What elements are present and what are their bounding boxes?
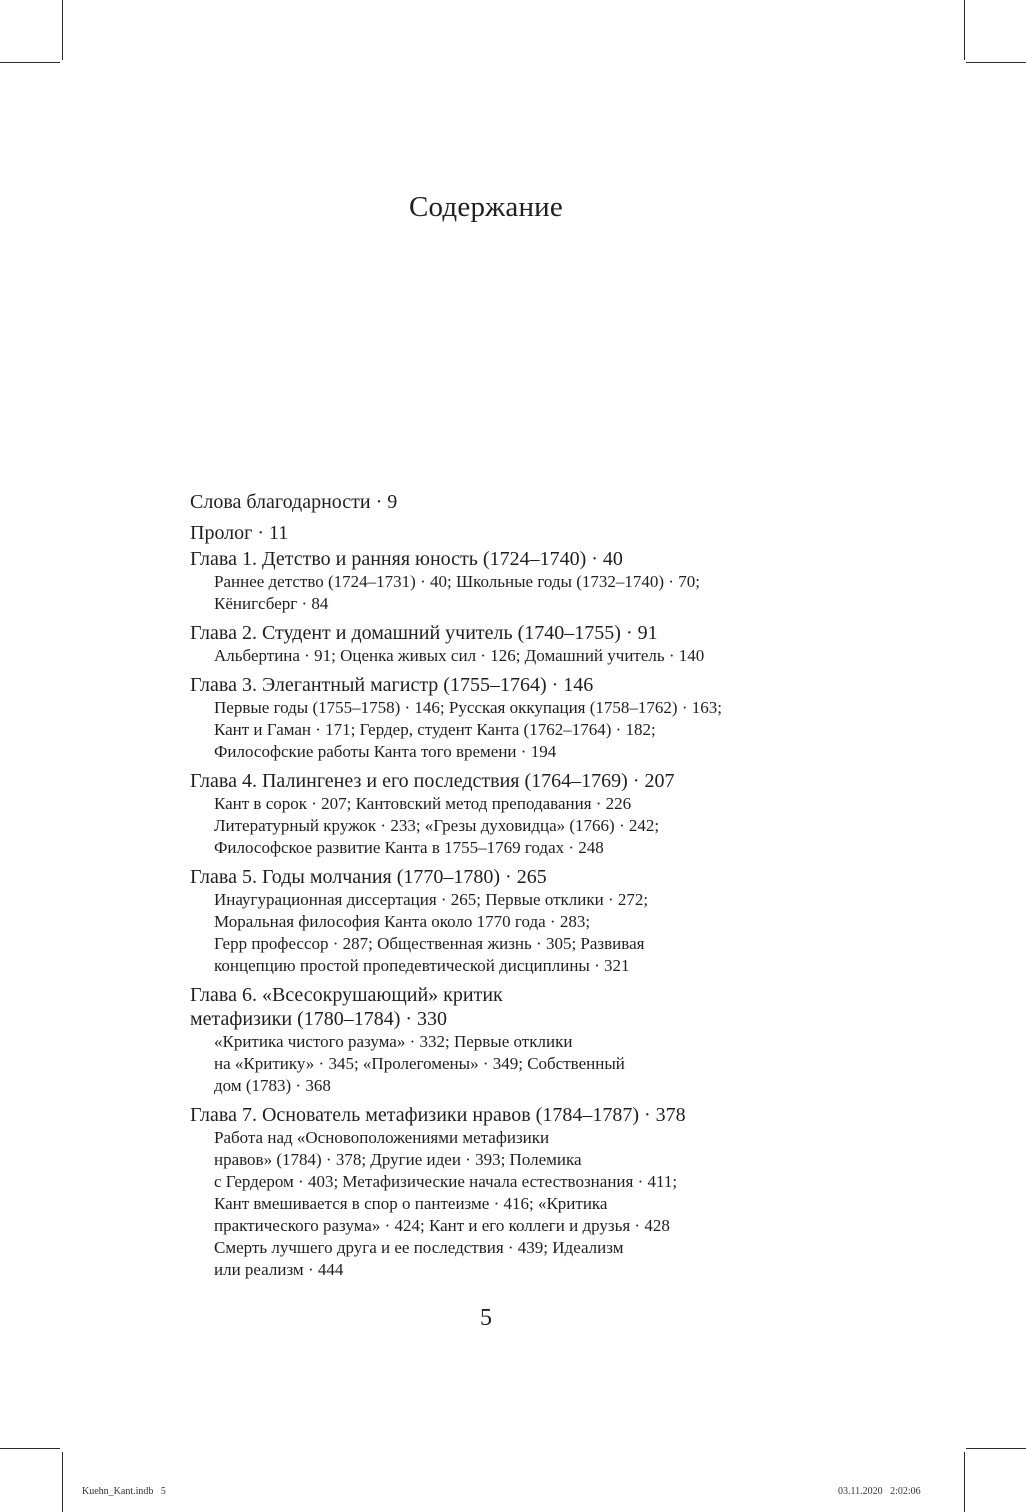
chapter-heading[interactable]: Глава 6. «Всесокрушающий» критик xyxy=(190,984,503,1006)
chapter-section-line[interactable]: Кёнигсберг · 84 xyxy=(214,594,329,613)
chapter-section-line[interactable]: Работа над «Основоположениями метафизики xyxy=(214,1128,550,1147)
chapter-section-line[interactable]: Альбертина · 91; Оценка живых сил · 126; Домашний учитель · 140 xyxy=(214,646,705,665)
chapter-section-line[interactable]: с Гердером · 403; Метафизические начала естествознания · 411; xyxy=(214,1172,678,1191)
crop-mark-right-bottom xyxy=(966,1448,1026,1449)
toc-chapter-5 xyxy=(190,865,830,977)
crop-mark-bottom-left xyxy=(62,1452,63,1512)
chapter-section-line[interactable]: нравов» (1784) · 378; Другие идеи · 393; Полемика xyxy=(214,1150,582,1169)
toc-front-item[interactable]: Слова благодарности · 9 xyxy=(190,491,398,513)
toc-front-item[interactable]: Пролог · 11 xyxy=(190,522,289,544)
page-title: Содержание xyxy=(409,191,563,224)
chapter-section-line[interactable]: Кант в сорок · 207; Кантовский метод преподавания · 226 xyxy=(214,794,632,813)
chapter-heading[interactable]: Глава 7. Основатель метафизики нравов (1784–1787) · 378 xyxy=(190,1104,686,1126)
toc-chapter-6 xyxy=(190,983,830,1097)
toc-chapter-3 xyxy=(190,673,830,763)
crop-mark-top-left xyxy=(62,0,63,60)
chapter-heading[interactable]: Глава 5. Годы молчания (1770–1780) · 265 xyxy=(190,866,547,888)
chapter-section-line[interactable]: Моральная философия Канта около 1770 года · 283; xyxy=(214,912,591,931)
chapter-heading[interactable]: Глава 2. Студент и домашний учитель (1740–1755) · 91 xyxy=(190,622,658,644)
footer-timestamp-slug: 03.11.2020 2:02:06 xyxy=(838,1486,921,1497)
chapter-section-line[interactable]: дом (1783) · 368 xyxy=(214,1076,331,1095)
crop-mark-bottom-right xyxy=(964,1452,965,1512)
chapter-section-line[interactable]: «Критика чистого разума» · 332; Первые отклики xyxy=(214,1032,573,1051)
crop-mark-right-top xyxy=(966,62,1026,63)
chapter-section-line[interactable]: Инаугурационная диссертация · 265; Первые отклики · 272; xyxy=(214,890,649,909)
chapter-section-line[interactable]: Герр профессор · 287; Общественная жизнь · 305; Развивая xyxy=(214,934,645,953)
chapter-section-line[interactable]: Литературный кружок · 233; «Грезы духовидца» (1766) · 242; xyxy=(214,816,660,835)
chapter-section-line[interactable]: Кант и Гаман · 171; Гердер, студент Канта (1762–1764) · 182; xyxy=(214,720,656,739)
crop-mark-top-right xyxy=(964,0,965,60)
chapter-section-line[interactable]: Философское развитие Канта в 1755–1769 годах · 248 xyxy=(214,838,604,857)
chapter-heading[interactable]: Глава 4. Палингенез и его последствия (1764–1769) · 207 xyxy=(190,770,675,792)
chapter-section-line[interactable]: Первые годы (1755–1758) · 146; Русская оккупация (1758–1762) · 163; xyxy=(214,698,722,717)
chapter-section-line[interactable]: на «Критику» · 345; «Пролегомены» · 349; Собственный xyxy=(214,1054,625,1073)
toc-chapter-7 xyxy=(190,1103,830,1281)
chapter-section-line[interactable]: или реализм · 444 xyxy=(214,1260,344,1279)
chapter-section-line[interactable]: Кант вмешивается в спор о пантеизме · 416; «Критика xyxy=(214,1194,608,1213)
toc-chapter-list xyxy=(190,547,830,1281)
crop-mark-left-top xyxy=(0,62,60,63)
toc-chapter-2 xyxy=(190,621,830,667)
table-of-contents xyxy=(190,488,830,1281)
toc-chapter-1 xyxy=(190,547,830,615)
crop-mark-left-bottom xyxy=(0,1448,60,1449)
chapter-heading[interactable]: метафизики (1780–1784) · 330 xyxy=(190,1008,448,1030)
chapter-heading[interactable]: Глава 1. Детство и ранняя юность (1724–1740) · 40 xyxy=(190,548,623,570)
toc-chapter-4 xyxy=(190,769,830,859)
chapter-section-line[interactable]: практического разума» · 424; Кант и его коллеги и друзья · 428 xyxy=(214,1216,670,1235)
footer-file-slug: Kuehn_Kant.indb 5 xyxy=(82,1486,166,1497)
chapter-section-line[interactable]: концепцию простой пропедевтической дисциплины · 321 xyxy=(214,956,630,975)
chapter-heading[interactable]: Глава 3. Элегантный магистр (1755–1764) · 146 xyxy=(190,674,594,696)
chapter-section-line[interactable]: Философские работы Канта того времени · 194 xyxy=(214,742,557,761)
chapter-section-line[interactable]: Смерть лучшего друга и ее последствия · 439; Идеализм xyxy=(214,1238,624,1257)
page-number: 5 xyxy=(480,1305,492,1331)
chapter-section-line[interactable]: Раннее детство (1724–1731) · 40; Школьные годы (1732–1740) · 70; xyxy=(214,572,700,591)
